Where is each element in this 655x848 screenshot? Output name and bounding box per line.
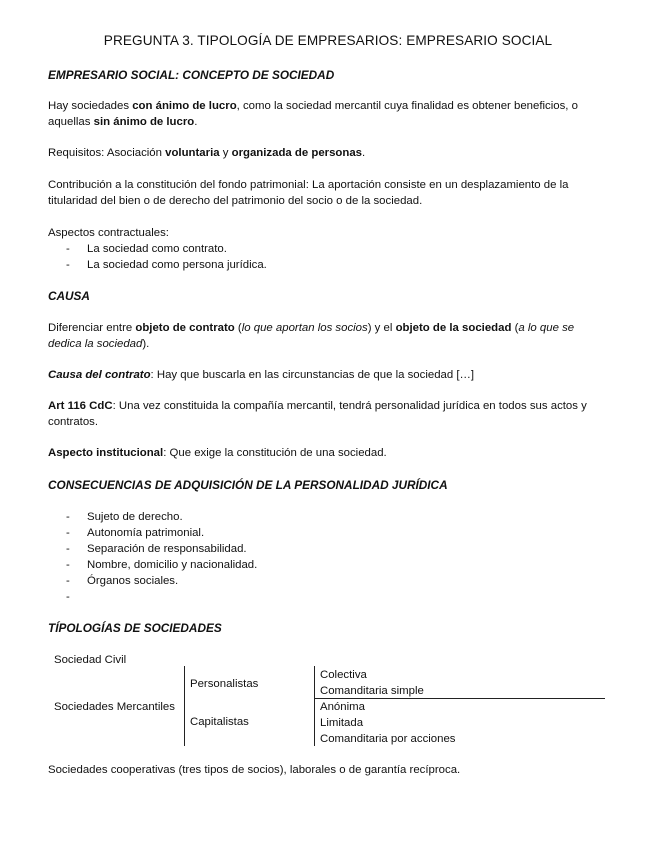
paragraph-contribucion: Contribución a la constitución del fondo patrimonial: La aportación consiste en un desplazamiento de la titularidad del bien o de derecho del patrimonio del socio o de la sociedad. (48, 179, 569, 207)
list-item: - Separación de responsabilidad. (48, 541, 603, 557)
list-item: - La sociedad como persona jurídica. (48, 257, 603, 273)
bold-text: Aspecto institucional (48, 447, 164, 459)
table-divider-right (314, 666, 315, 746)
bold-text: organizada de personas (231, 147, 363, 159)
text-run: y (219, 147, 232, 159)
italic-text: lo que aportan los socios (241, 322, 368, 334)
paragraph-requisitos (48, 145, 603, 161)
paragraph-animo-lucro (48, 98, 603, 130)
text-run: , como la sociedad mercantil cuya finalidad es obtener beneficios, o aquellas (48, 100, 578, 128)
cell-sociedades-mercantiles: Sociedades Mercantiles (54, 701, 175, 713)
text-run: : Una vez constituida la compañía mercantil, tendrá personalidad jurídica en todos sus actos y contratos. (48, 400, 587, 428)
text-run: ) y el (367, 322, 396, 334)
aspectos-list (48, 241, 603, 273)
text-run: Diferenciar entre (48, 322, 136, 334)
aspectos-label: Aspectos contractuales: (48, 227, 169, 239)
heading-consecuencias: CONSECUENCIAS DE ADQUISICIÓN DE LA PERSONALIDAD JURÍDICA (48, 478, 448, 492)
list-item: - Autonomía patrimonial. (48, 525, 603, 541)
table-divider-left (184, 666, 185, 746)
cell-anonima: Anónima (320, 701, 365, 713)
cell-comanditaria-acciones: Comanditaria por acciones (320, 733, 456, 745)
consecuencias-list (48, 509, 603, 605)
paragraph-art-116 (48, 398, 603, 430)
bold-italic-text: Causa del contrato (48, 369, 151, 381)
list-item: - Órganos sociales. (48, 573, 603, 589)
italic-text: a lo que se dedica la sociedad (48, 322, 575, 350)
text-run: . (194, 116, 198, 128)
cell-limitada: Limitada (320, 717, 364, 729)
paragraph-cooperativas: Sociedades cooperativas (tres tipos de socios), laborales o de garantía recíproca. (48, 764, 461, 776)
text-run: ( (234, 322, 242, 334)
cell-comanditaria-simple: Comanditaria simple (320, 685, 424, 697)
text-run: Requisitos: Asociación (48, 147, 166, 159)
text-run: : Hay que buscarla en las circunstancias de que la sociedad […] (150, 369, 475, 381)
cell-capitalistas: Capitalistas (190, 716, 249, 728)
paragraph-causa-contrato (48, 367, 603, 383)
cell-colectiva: Colectiva (320, 669, 367, 681)
list-item (48, 589, 603, 605)
text-run: ). (142, 338, 150, 350)
bold-text: Art 116 CdC (48, 400, 113, 412)
bold-text: sin ánimo de lucro (93, 116, 195, 128)
list-item: - La sociedad como contrato. (48, 241, 603, 257)
aspectos-contractuales (48, 225, 603, 273)
document-title: PREGUNTA 3. TIPOLOGÍA DE EMPRESARIOS: EMPRESARIO SOCIAL (103, 33, 553, 48)
text-run: . (362, 147, 366, 159)
cell-personalistas: Personalistas (190, 678, 259, 690)
paragraph-diferenciar (48, 320, 603, 352)
list-item: - Nombre, domicilio y nacionalidad. (48, 557, 603, 573)
heading-causa: CAUSA (48, 289, 90, 303)
heading-tipologias: TÍPOLOGÍAS DE SOCIEDADES (48, 621, 222, 635)
text-run: ( (511, 322, 519, 334)
tipologias-table (48, 650, 608, 750)
cell-sociedad-civil: Sociedad Civil (54, 654, 127, 666)
bold-text: voluntaria (165, 147, 220, 159)
text-run: : Que exige la constitución de una sociedad. (163, 447, 387, 459)
text-run: Hay sociedades (48, 100, 133, 112)
bold-text: objeto de contrato (135, 322, 235, 334)
bold-text: con ánimo de lucro (132, 100, 237, 112)
bold-text: objeto de la sociedad (395, 322, 512, 334)
paragraph-aspecto-institucional (48, 445, 603, 461)
heading-concepto-sociedad: EMPRESARIO SOCIAL: CONCEPTO DE SOCIEDAD (48, 68, 335, 82)
list-item: - Sujeto de derecho. (48, 509, 603, 525)
